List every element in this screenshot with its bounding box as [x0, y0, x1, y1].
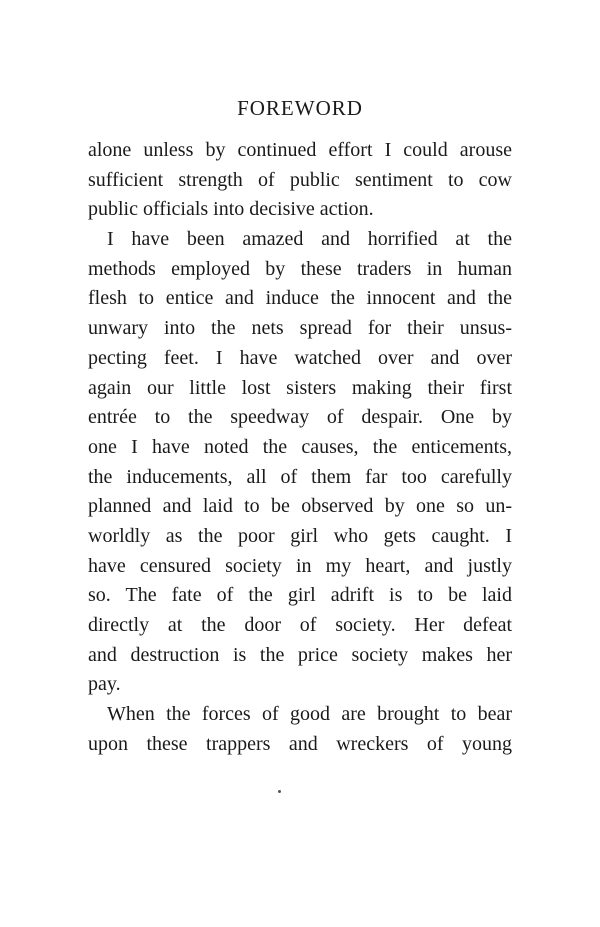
text-line: so. The fate of the girl adrift is to be laid [88, 584, 512, 607]
text-line: public officials into decisive action. [88, 198, 374, 221]
text-line: planned and laid to be observed by one so un- [88, 495, 512, 518]
text-line: flesh to entice and induce the innocent and the [88, 287, 512, 310]
text-line: upon these trappers and wreckers of young [88, 732, 512, 755]
print-speck [278, 790, 281, 793]
text-line: and destruction is the price society makes her [88, 643, 512, 666]
text-line: methods employed by these traders in human [88, 257, 512, 280]
text-line: have censured society in my heart, and justly [88, 554, 512, 577]
text-line: one I have noted the causes, the enticements, [88, 435, 512, 458]
running-head-title: FOREWORD [237, 96, 363, 120]
text-line: again our little lost sisters making their first [88, 376, 512, 399]
text-line: When the forces of good are brought to bear [107, 703, 512, 726]
text-line: directly at the door of society. Her defeat [88, 614, 512, 636]
text-line: unwary into the nets spread for their unsus- [88, 317, 512, 340]
body-text [88, 136, 512, 759]
text-line: worldly as the poor girl who gets caught. I [88, 524, 512, 547]
text-line: entrée to the speedway of despair. One by [88, 406, 512, 429]
text-line: alone unless by continued effort I could arouse [88, 139, 512, 161]
text-line: the inducements, all of them far too carefully [88, 465, 512, 488]
text-line: pay. [88, 673, 121, 696]
text-line: pecting feet. I have watched over and over [88, 346, 512, 369]
text-line: I have been amazed and horrified at the [107, 228, 512, 251]
text-line: sufficient strength of public sentiment to cow [88, 168, 512, 191]
